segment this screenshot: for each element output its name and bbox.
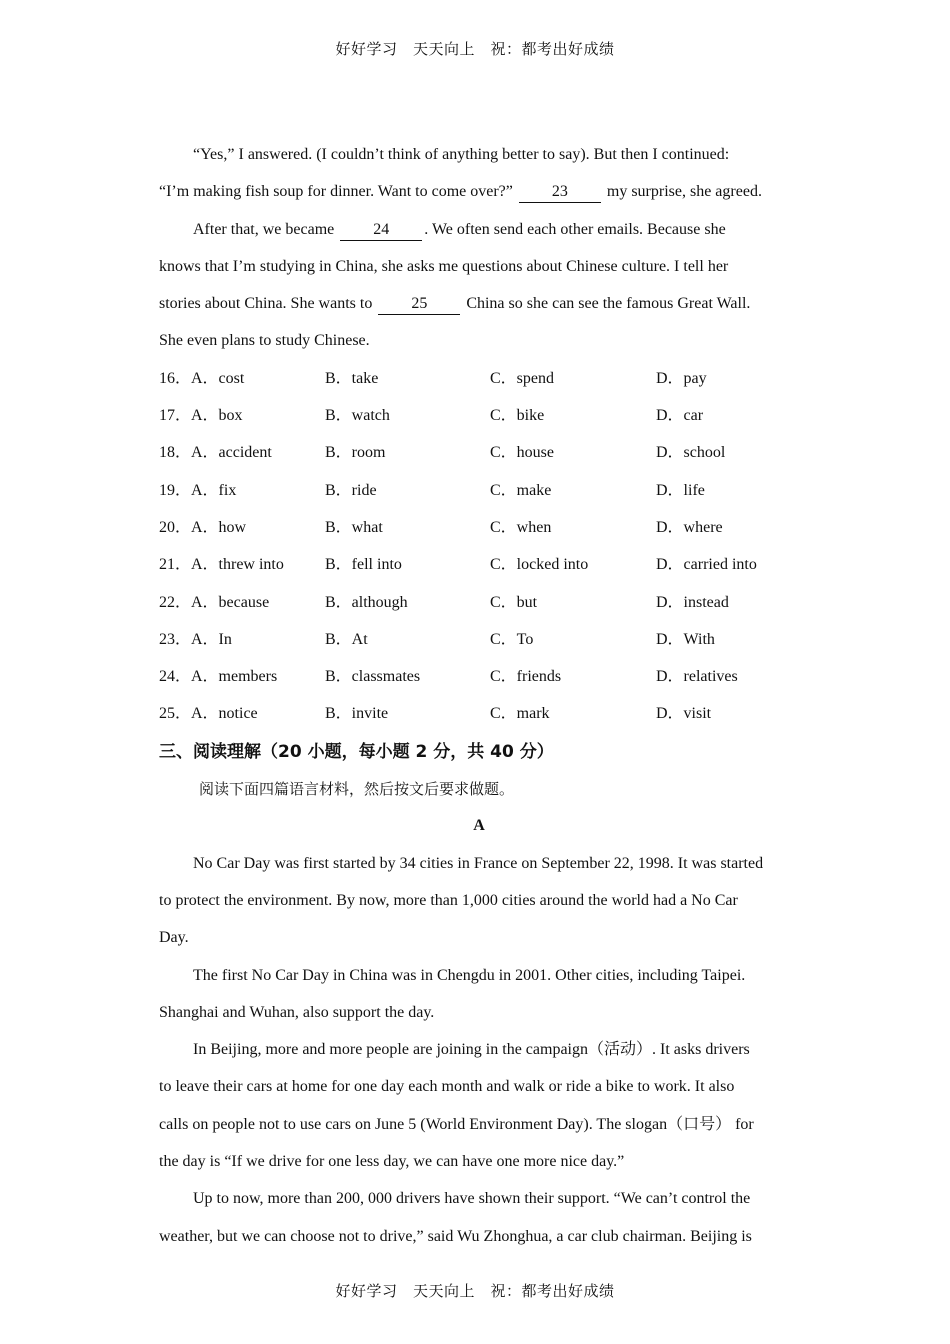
page-footer: 好好学习 天天向上 祝：都考出好成绩 [335,1282,615,1300]
option-c: C．friends [490,668,562,686]
reading-line: weather, but we can choose not to drive,” said Wu Zhonghua, a car club chairman. Beijing is [159,1227,752,1245]
question-24-options [159,664,799,701]
option-b: B．watch [325,407,390,425]
option-d: D．pay [656,369,707,387]
option-c: C．when [490,518,552,536]
passage-title: A [473,817,485,835]
reading-line: In Beijing, more and more people are joining in the campaign（活动）. It asks drivers [193,1041,750,1059]
option-d: D．school [656,444,726,462]
option-c: C．bike [490,407,545,425]
passage-line: After that, we became 24 . We often send each other emails. Because she [159,217,799,254]
passage-line: “I’m making fish soup for dinner. Want to come over?” 23 my surprise, she agreed. [159,179,799,216]
question-19-options [159,478,799,515]
question-18-options [159,440,799,477]
section-heading: 三、阅读理解（20 小题，每小题 2 分，共 40 分） [159,741,554,762]
option-c: C．make [490,481,552,499]
reading-line: Day. [159,929,189,947]
option-d: D．life [656,481,705,499]
option-b: B．At [325,630,368,648]
option-a: 23．A．In [159,630,232,648]
option-a: 21．A．threw into [159,556,284,574]
passage-line: “Yes,” I answered. (I couldn’t think of anything better to say). But then I continued: [193,146,730,163]
reading-line: No Car Day was first started by 34 cities in France on September 22, 1998. It was started [193,854,764,872]
option-d: D．carried into [656,556,757,574]
option-d: D．instead [656,593,729,611]
reading-line: the day is “If we drive for one less day, we can have one more nice day.” [159,1153,625,1171]
reading-line: calls on people not to use cars on June 5 (World Environment Day). The slogan（口号） for [159,1115,754,1133]
option-b: B．room [325,444,386,462]
reading-line: Shanghai and Wuhan, also support the day. [159,1003,435,1021]
reading-line: Up to now, more than 200, 000 drivers have shown their support. “We can’t control the [193,1190,751,1208]
option-a: 19．A．fix [159,481,237,499]
option-b: B．classmates [325,668,421,686]
option-b: B．take [325,369,379,387]
option-d: D．where [656,518,723,536]
passage-line: She even plans to study Chinese. [159,332,370,350]
option-b: B．ride [325,481,377,499]
question-16-options [159,366,799,403]
blank-24: 24 [340,220,422,241]
question-25-options [159,701,799,738]
option-d: D．relatives [656,668,738,686]
option-b: B．although [325,593,408,611]
option-c: C．To [490,630,534,648]
option-a: 18．A．accident [159,444,272,462]
question-22-options [159,590,799,627]
option-a: 20．A．how [159,518,247,536]
option-b: B．fell into [325,556,402,574]
section-instruction: 阅读下面四篇语言材料，然后按文后要求做题。 [199,780,515,799]
option-c: C．mark [490,705,550,723]
reading-line: The first No Car Day in China was in Chengdu in 2001. Other cities, including Taipei. [193,966,746,984]
option-a: 17．A．box [159,407,243,425]
option-a: 16．A．cost [159,369,245,387]
option-c: C．spend [490,369,555,387]
question-17-options [159,403,799,440]
option-a: 25．A．notice [159,705,258,723]
option-b: B．what [325,518,383,536]
question-23-options [159,627,799,664]
option-c: C．house [490,444,555,462]
question-21-options [159,552,799,589]
option-b: B．invite [325,705,389,723]
document-body [159,142,799,1261]
page-header: 好好学习 天天向上 祝：都考出好成绩 [335,40,615,58]
passage-line: stories about China. She wants to 25 China so she can see the famous Great Wall. [159,291,799,328]
question-20-options [159,515,799,552]
option-a: 24．A．members [159,668,278,686]
option-d: D．visit [656,705,712,723]
passage-line: knows that I’m studying in China, she asks me questions about Chinese culture. I tell her [159,257,729,275]
option-c: C．but [490,593,538,611]
blank-23: 23 [519,182,601,203]
option-d: D．car [656,407,704,425]
blank-25: 25 [378,294,460,315]
reading-line: to leave their cars at home for one day each month and walk or ride a bike to work. It also [159,1078,735,1096]
option-d: D．With [656,630,715,648]
option-c: C．locked into [490,556,589,574]
option-a: 22．A．because [159,593,270,611]
reading-line: to protect the environment. By now, more than 1,000 cities around the world had a No Car [159,891,738,909]
